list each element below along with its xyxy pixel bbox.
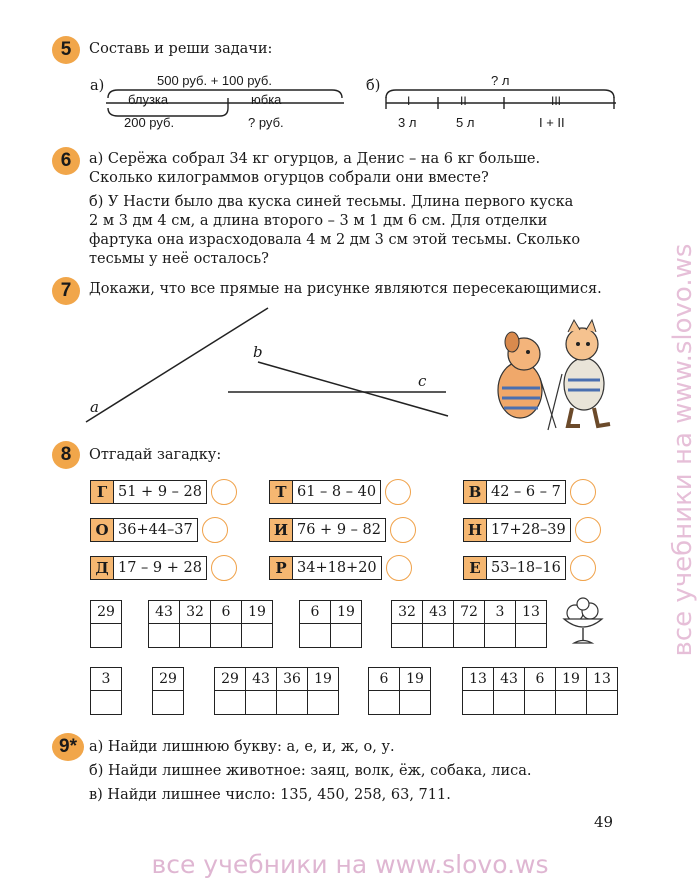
task-5b-bottom1: 3 л [398, 115, 417, 130]
answer-grid-7 [368, 667, 431, 715]
grid-number: 32 [392, 601, 422, 624]
grid-cell [422, 601, 453, 647]
grid-letter-slot[interactable] [300, 624, 330, 647]
task-8-number: 8 [52, 441, 80, 469]
grid-number: 43 [246, 668, 276, 691]
task-6b-line3: фартука она израсходовала 4 м 2 дм 3 см этой тесьмы. Сколько [89, 232, 581, 248]
grid-cell [241, 601, 272, 647]
task-5b-bottom2: 5 л [456, 115, 475, 130]
answer-circle[interactable] [386, 555, 412, 581]
task-6a-line2: Сколько килограммов огурцов собрали они вместе? [89, 170, 489, 186]
answer-grid-0 [90, 600, 122, 648]
task-6b-line4: тесьмы у неё осталось? [89, 251, 269, 267]
grid-number: 19 [556, 668, 586, 691]
grid-number: 3 [91, 668, 121, 691]
grid-letter-slot[interactable] [485, 624, 515, 647]
equation-letter: Р [269, 556, 293, 580]
grid-cell [453, 601, 484, 647]
grid-letter-slot[interactable] [211, 624, 241, 647]
answer-circle[interactable] [211, 479, 237, 505]
grid-letter-slot[interactable] [556, 691, 586, 714]
task-5a-item2: юбка [251, 92, 282, 107]
task-6-number: 6 [52, 147, 80, 175]
task-7-text: Докажи, что все прямые на рисунке являются пересекающимися. [89, 281, 602, 297]
answer-circle[interactable] [202, 517, 228, 543]
grid-number: 43 [494, 668, 524, 691]
answer-grid-4 [90, 667, 122, 715]
grid-number: 13 [463, 668, 493, 691]
answer-grid-2 [299, 600, 362, 648]
answer-circle[interactable] [385, 479, 411, 505]
task-9c-text: в) Найди лишнее число: 135, 450, 258, 63, 711. [89, 787, 451, 803]
line-a-label: a [90, 398, 99, 416]
grid-number: 19 [242, 601, 272, 624]
grid-number: 29 [91, 601, 121, 624]
grid-cell [149, 601, 179, 647]
grid-cell [210, 601, 241, 647]
equation-letter: Н [463, 518, 487, 542]
equation-expression: 34+18+20 [293, 556, 382, 580]
grid-letter-slot[interactable] [525, 691, 555, 714]
equation-4 [269, 518, 416, 542]
line-c-label: c [418, 372, 427, 390]
answer-grid-1 [148, 600, 273, 648]
equation-letter: Д [90, 556, 114, 580]
equation-letter: Т [269, 480, 293, 504]
grid-letter-slot[interactable] [91, 624, 121, 647]
grid-letter-slot[interactable] [153, 691, 183, 714]
grid-cell [91, 668, 121, 714]
answer-circle[interactable] [390, 517, 416, 543]
side-watermark: все учебники на www.slovo.ws [668, 243, 698, 657]
task-5a-bottom1: 200 руб. [124, 115, 175, 130]
grid-number: 3 [485, 601, 515, 624]
task-9b-text: б) Найди лишнее животное: заяц, волк, ёж, собака, лиса. [89, 763, 532, 779]
grid-cell [300, 601, 330, 647]
grid-letter-slot[interactable] [91, 691, 121, 714]
grid-cell [484, 601, 515, 647]
equation-letter: О [90, 518, 114, 542]
task-5-text: Составь и реши задачи: [89, 41, 273, 57]
grid-cell [307, 668, 338, 714]
task-5b-top-label: ? л [491, 73, 510, 88]
task-5-number: 5 [52, 36, 80, 64]
grid-cell [524, 668, 555, 714]
equation-5 [463, 518, 601, 542]
grid-cell [91, 601, 121, 647]
equation-expression: 17 – 9 + 28 [114, 556, 207, 580]
grid-letter-slot[interactable] [215, 691, 245, 714]
equation-expression: 42 – 6 – 7 [487, 480, 566, 504]
grid-letter-slot[interactable] [454, 624, 484, 647]
answer-circle[interactable] [575, 517, 601, 543]
equation-2 [463, 480, 596, 504]
grid-number: 6 [525, 668, 555, 691]
task-5b-seg1: I [407, 94, 411, 108]
grid-letter-slot[interactable] [392, 624, 422, 647]
equation-expression: 36+44–37 [114, 518, 198, 542]
grid-cell [463, 668, 493, 714]
line-b-label: b [253, 343, 263, 361]
equation-3 [90, 518, 228, 542]
task-9-number: 9* [52, 733, 84, 761]
grid-cell [399, 668, 430, 714]
task-8-text: Отгадай загадку: [89, 447, 222, 463]
equation-letter: И [269, 518, 293, 542]
grid-number: 6 [300, 601, 330, 624]
equation-0 [90, 480, 237, 504]
page-number: 49 [594, 813, 614, 831]
answer-circle[interactable] [211, 555, 237, 581]
grid-letter-slot[interactable] [242, 624, 272, 647]
grid-letter-slot[interactable] [331, 624, 361, 647]
grid-letter-slot[interactable] [308, 691, 338, 714]
answer-grid-3 [391, 600, 547, 648]
cartoon-characters-illustration [482, 318, 624, 436]
answer-grid-5 [152, 667, 184, 715]
equation-letter: Г [90, 480, 114, 504]
equation-expression: 76 + 9 – 82 [293, 518, 386, 542]
grid-cell [330, 601, 361, 647]
equation-expression: 53–18–16 [487, 556, 566, 580]
equation-1 [269, 480, 411, 504]
task-7-number: 7 [52, 277, 80, 305]
grid-number: 13 [516, 601, 546, 624]
equation-6 [90, 556, 237, 580]
grid-letter-slot[interactable] [463, 691, 493, 714]
equation-7 [269, 556, 412, 580]
grid-letter-slot[interactable] [587, 691, 617, 714]
grid-letter-slot[interactable] [149, 624, 179, 647]
grid-number: 43 [149, 601, 179, 624]
grid-cell [369, 668, 399, 714]
grid-cell [555, 668, 586, 714]
grid-letter-slot[interactable] [369, 691, 399, 714]
answer-circle[interactable] [570, 555, 596, 581]
grid-cell [215, 668, 245, 714]
grid-cell [153, 668, 183, 714]
task-5a-bottom2: ? руб. [248, 115, 284, 130]
grid-letter-slot[interactable] [180, 624, 210, 647]
task-5b-label: б) [366, 78, 381, 94]
grid-cell [245, 668, 276, 714]
task-5a-top-label: 500 руб. + 100 руб. [157, 73, 272, 88]
task-5b-diagram [382, 84, 622, 120]
bottom-watermark: все учебники на www.slovo.ws [151, 850, 549, 879]
task-5b-seg2: II [460, 94, 467, 108]
equation-expression: 51 + 9 – 28 [114, 480, 207, 504]
task-6b-line2: 2 м 3 дм 4 см, а длина второго – 3 м 1 дм 6 см. Для отделки [89, 213, 548, 229]
grid-number: 36 [277, 668, 307, 691]
answer-grid-6 [214, 667, 339, 715]
grid-cell [276, 668, 307, 714]
grid-number: 32 [180, 601, 210, 624]
grid-cell [392, 601, 422, 647]
grid-number: 13 [587, 668, 617, 691]
task-5b-bottom3: I + II [539, 115, 565, 130]
grid-number: 72 [454, 601, 484, 624]
grid-cell [586, 668, 617, 714]
grid-number: 19 [400, 668, 430, 691]
grid-number: 43 [423, 601, 453, 624]
grid-number: 19 [308, 668, 338, 691]
grid-letter-slot[interactable] [246, 691, 276, 714]
grid-letter-slot[interactable] [516, 624, 546, 647]
grid-number: 29 [153, 668, 183, 691]
task-5a-label: а) [90, 78, 105, 94]
grid-letter-slot[interactable] [400, 691, 430, 714]
task-6a-line1: а) Серёжа собрал 34 кг огурцов, а Денис – на 6 кг больше. [89, 151, 541, 167]
answer-circle[interactable] [570, 479, 596, 505]
task-9a-text: а) Найди лишнюю букву: а, е, и, ж, о, у. [89, 739, 395, 755]
grid-number: 6 [211, 601, 241, 624]
equation-8 [463, 556, 596, 580]
grid-number: 19 [331, 601, 361, 624]
equation-letter: В [463, 480, 487, 504]
grid-letter-slot[interactable] [494, 691, 524, 714]
task-7-lines-figure [80, 300, 460, 430]
grid-number: 29 [215, 668, 245, 691]
grid-cell [493, 668, 524, 714]
equation-expression: 61 – 8 – 40 [293, 480, 381, 504]
equation-letter: Е [463, 556, 487, 580]
ice-cream-icon [560, 597, 606, 649]
task-5a-item1: блузка [128, 92, 169, 107]
grid-letter-slot[interactable] [423, 624, 453, 647]
task-6b-line1: б) У Насти было два куска синей тесьмы. Длина первого куска [89, 194, 574, 210]
grid-number: 6 [369, 668, 399, 691]
task-5b-seg3: III [551, 94, 562, 108]
equation-expression: 17+28–39 [487, 518, 571, 542]
answer-grid-8 [462, 667, 618, 715]
grid-cell [179, 601, 210, 647]
grid-cell [515, 601, 546, 647]
grid-letter-slot[interactable] [277, 691, 307, 714]
